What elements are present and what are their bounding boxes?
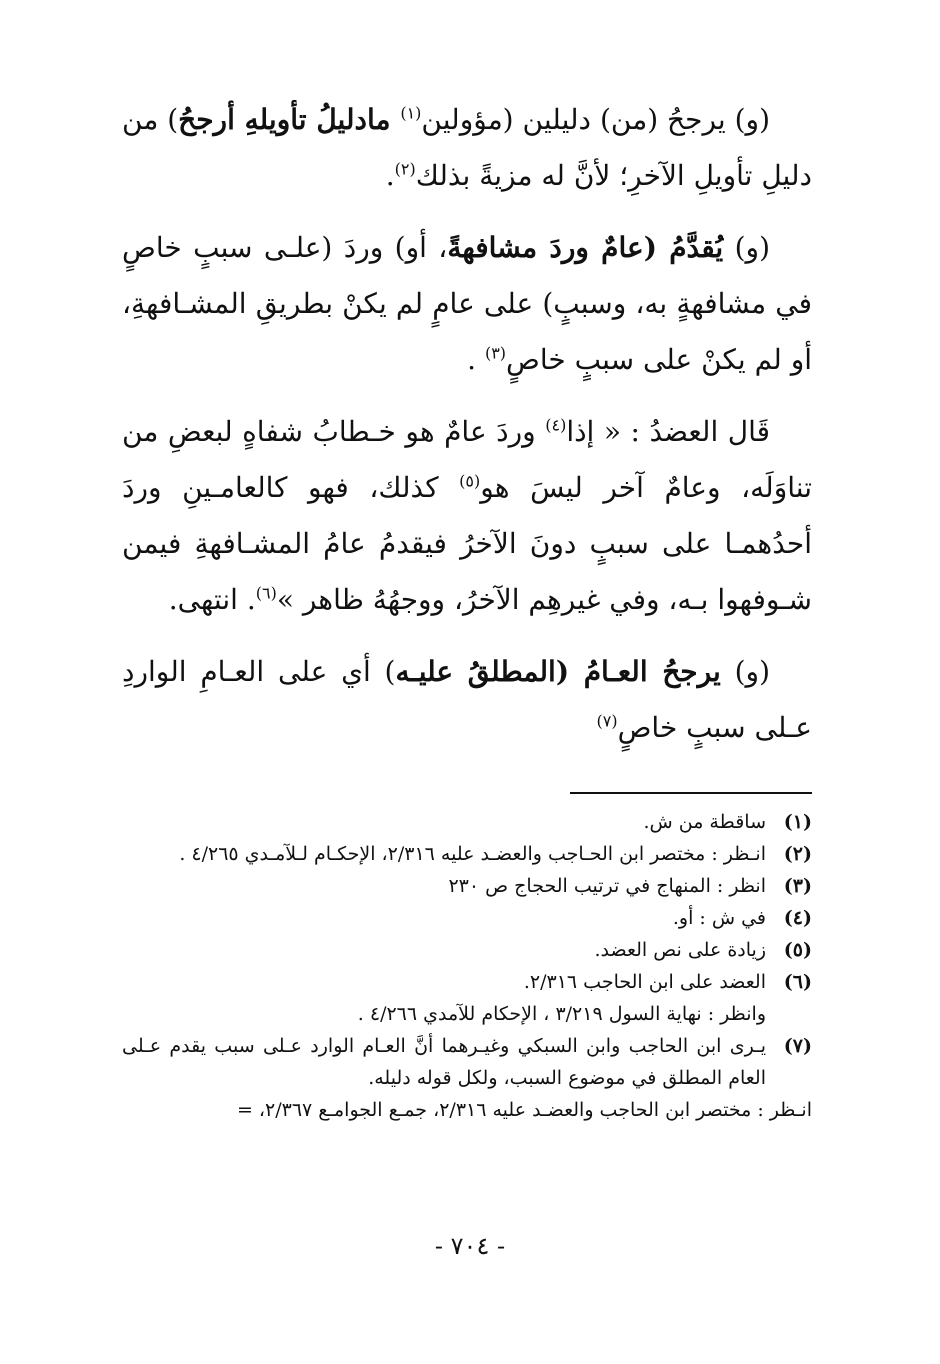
paragraph-text: كذلك، فهو كالعامـينِ وردَ أحدُهمـا على سببٍ دونَ الآخرُ فيقدمُ عامُ المشـافهةِ فيمن شـوفهوا بـه، وفي غيرهِم الآخرُ، ووجهُهُ ظاهر » — [122, 471, 812, 616]
paragraph-text: . — [385, 159, 395, 192]
page-number: - ٧٠٤ - — [434, 1232, 506, 1260]
footnote-line: انـظر : مختصر ابن الحـاجب والعضـد عليه ٢/٣١٦، الإحكـام لـلآمـدي ٤/٢٦٥ . — [179, 843, 766, 865]
footnote-line: زيادة على نص العضد. — [594, 939, 766, 961]
paragraph-text: . انتهى. — [168, 583, 256, 616]
bold-text: يُقدَّمُ (عامٌ وردَ مشافهةً — [447, 231, 724, 264]
footnote-ref: (٤) — [545, 415, 567, 435]
footnote-body — [122, 902, 766, 934]
paragraph-text: وردَ عامٌ هو خـطابُ شفاهٍ لبعضِ من تناوَلَه، وعامٌ آخر ليسَ هو — [122, 415, 812, 504]
footnote-ref: (١) — [400, 103, 422, 123]
paragraph-text: (و) — [720, 655, 771, 688]
footnote-continuation: انـظر : مختصر ابن الحاجب والعضـد عليه ٢/٣١٦، جمـع الجوامـع ٢/٣٦٧، = — [236, 1099, 812, 1121]
footnote-ref: (٥) — [459, 471, 481, 491]
footnote-3 — [122, 870, 812, 902]
footnote-ref: (٣) — [484, 343, 507, 363]
footnote-5 — [122, 934, 812, 966]
paragraph-text: قَال العضدُ : « إذا — [566, 415, 771, 448]
footnote-6 — [122, 966, 812, 1030]
footnote-divider — [570, 792, 812, 794]
footnote-ref: (٧) — [596, 711, 618, 731]
footnote-body — [122, 966, 766, 1030]
footnotes — [122, 806, 812, 1126]
paragraph-text: (و) — [723, 231, 770, 264]
bold-text: مادليلُ تأويلهِ أرجحُ — [178, 103, 401, 136]
footnote-ref: (٦) — [255, 583, 277, 603]
footnote-line: العضد على ابن الحاجب ٢/٣١٦. — [523, 971, 766, 993]
paragraph-text: ) من دليلِ تأويلِ الآخرِ؛ لأنَّ له مزيةً بذلك — [122, 103, 812, 192]
paragraph-text: (و) يرجحُ (من) دليلين (مؤولين — [421, 103, 770, 136]
footnote-number: (١) — [783, 811, 812, 833]
footnote-number: (٧) — [783, 1035, 812, 1057]
footnote-number: (٢) — [783, 843, 812, 865]
footnote-line: يـرى ابن الحاجب وابن السبكي وغيـرهما أنَّ العـام الوارد عـلى سبب يقدم عـلى العام المطلق في موضوع السبب، ولكل قوله دليله. — [122, 1035, 766, 1089]
paragraph-1 — [122, 92, 812, 204]
footnote-body — [122, 934, 766, 966]
paragraph-text: ) أي على العـامِ الواردِ عـلى سببٍ خاصٍ — [122, 655, 812, 744]
footnote-body — [122, 806, 766, 838]
footnote-number: (٦) — [783, 971, 812, 993]
footnote-2 — [122, 838, 812, 870]
footnote-line: في ش : أو. — [672, 907, 766, 929]
footnote-number: (٣) — [783, 875, 812, 897]
footnote-1 — [122, 806, 812, 838]
paragraph-2 — [122, 220, 812, 388]
main-text — [122, 92, 812, 772]
footnote-body — [122, 870, 766, 902]
footnote-7 — [122, 1030, 812, 1094]
footnote-body — [122, 1030, 766, 1094]
bold-text: يرجحُ العـامُ (المطلقُ عليـه — [395, 655, 721, 688]
footnote-ref: (٢) — [394, 159, 416, 179]
footnote-line: وانظر : نهاية السول ٣/٢١٩ ، الإحكام للآمدي ٤/٢٦٦ . — [357, 1003, 766, 1025]
footnote-4 — [122, 902, 812, 934]
footnote-body — [122, 838, 766, 870]
footnote-line: انظر : المنهاج في ترتيب الحجاج ص ٢٣٠ — [448, 875, 766, 897]
paragraph-text: ، أو) وردَ (علـى سببٍ خاصٍ في مشافهةٍ به، وسببٍ) على عامٍ لم يكنْ بطريقِ المشـافهةِ، أو لم يكنْ على سببٍ خاصٍ — [122, 231, 813, 376]
footnote-line: ساقطة من ش. — [643, 811, 766, 833]
paragraph-4 — [122, 644, 812, 756]
paragraph-text: . — [467, 343, 485, 376]
paragraph-3 — [122, 404, 812, 628]
footnote-number: (٥) — [783, 939, 812, 961]
footnote-number: (٤) — [783, 907, 812, 929]
